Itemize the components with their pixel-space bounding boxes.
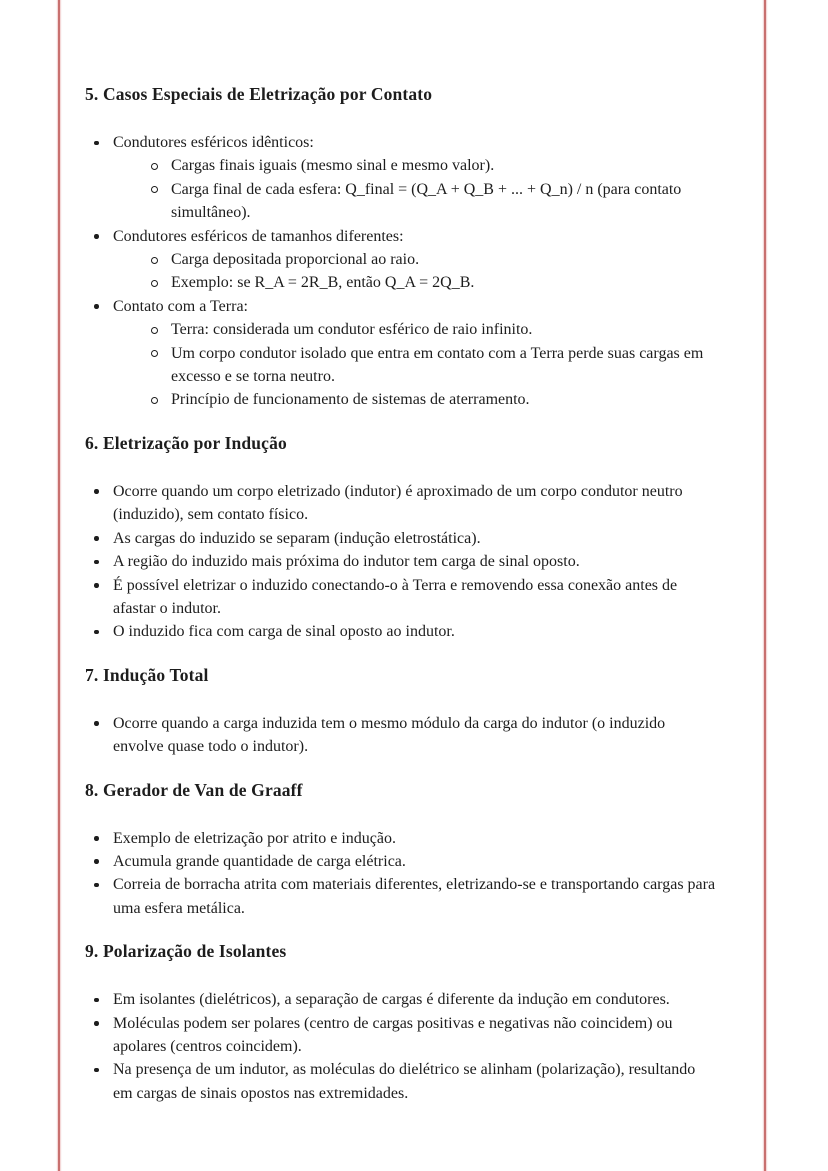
document-content [85,84,717,1105]
list-item-text: Contato com a Terra: [113,297,248,315]
left-border-line [58,0,60,1171]
list-item [85,988,717,1011]
list-item [85,620,717,643]
circle-bullet-icon [151,163,158,170]
section [85,665,717,759]
circle-bullet-icon [151,397,158,404]
sub-bullet-list [113,318,717,412]
bullet-icon [94,234,99,239]
list-item [85,1012,717,1059]
sub-list-item-text: Carga final de cada esfera: Q_final = (Q_A + Q_B + ... + Q_n) / n (para contato simultâneo). [171,180,682,222]
sub-list-item-text: Exemplo: se R_A = 2R_B, então Q_A = 2Q_B. [171,274,475,292]
bullet-icon [94,560,99,565]
list-item [85,527,717,550]
bullet-icon [94,141,99,146]
list-item-text: Acumula grande quantidade de carga elétrica. [113,852,406,870]
list-item [85,550,717,573]
list-item [85,295,717,412]
bullet-list [85,988,717,1105]
list-item [85,1058,717,1105]
list-item-text: Moléculas podem ser polares (centro de cargas positivas e negativas não coincidem) ou apolares (centros coincidem). [113,1014,673,1055]
sub-list-item [143,342,717,389]
bullet-list [85,131,717,412]
section-heading: 6. Eletrização por Indução [85,432,287,453]
right-border-line [764,0,766,1171]
list-item-text: Em isolantes (dielétricos), a separação de cargas é diferente da indução em condutores. [113,991,670,1009]
circle-bullet-icon [151,350,158,357]
list-item-text: Na presença de um indutor, as moléculas do dielétrico se alinham (polarização), resultando em cargas de sinais opostos nas extremidades. [113,1061,696,1102]
bullet-list [85,712,717,759]
section [85,941,717,1105]
sub-list-item-text: Carga depositada proporcional ao raio. [171,251,420,269]
circle-bullet-icon [151,257,158,264]
bullet-icon [94,536,99,541]
bullet-icon [94,721,99,726]
list-item [85,850,717,873]
circle-bullet-icon [151,280,158,287]
list-item-text: As cargas do induzido se separam (indução eletrostática). [113,529,481,547]
bullet-icon [94,859,99,864]
section [85,780,717,921]
list-item-text: A região do induzido mais próxima do indutor tem carga de sinal oposto. [113,553,580,571]
sub-bullet-list [113,248,717,295]
list-item-text: Condutores esféricos idênticos: [113,134,314,151]
sub-list-item [143,388,717,411]
bullet-icon [94,998,99,1003]
list-item [85,873,717,920]
circle-bullet-icon [151,186,158,193]
sub-list-item [143,178,717,225]
list-item [85,827,717,850]
list-item-text: Exemplo de eletrização por atrito e indução. [113,829,396,847]
sub-list-item-text: Cargas finais iguais (mesmo sinal e mesmo valor). [171,157,495,175]
section-heading: 7. Indução Total [85,664,209,685]
sub-list-item-text: Um corpo condutor isolado que entra em contato com a Terra perde suas cargas em excesso e se torna neutro. [171,344,704,386]
bullet-list [85,480,717,644]
section-heading: 9. Polarização de Isolantes [85,941,287,962]
sub-list-item [143,154,717,177]
list-item [85,574,717,621]
sub-list-item [143,271,717,294]
bullet-icon [94,489,99,494]
bullet-icon [94,1068,99,1073]
circle-bullet-icon [151,327,158,334]
section-heading: 5. Casos Especiais de Eletrização por Contato [85,84,433,104]
list-item-text: Ocorre quando um corpo eletrizado (indutor) é aproximado de um corpo condutor neutro (induzido), sem contato físico. [113,482,683,524]
sub-list-item [143,248,717,271]
sub-list-item-text: Terra: considerada um condutor esférico de raio infinito. [171,321,533,339]
bullet-icon [94,1021,99,1026]
bullet-icon [94,583,99,588]
list-item [85,712,717,759]
sub-bullet-list [113,154,717,224]
list-item [85,480,717,527]
section-heading: 8. Gerador de Van de Graaff [85,779,303,800]
list-item-text: Correia de borracha atrita com materiais diferentes, eletrizando-se e transportando cargas para uma esfera metálica. [113,876,716,917]
bullet-icon [94,836,99,841]
list-item [85,131,717,225]
bullet-icon [94,630,99,635]
section [85,84,717,412]
list-item-text: O induzido fica com carga de sinal oposto ao indutor. [113,623,455,641]
list-item-text: Condutores esféricos de tamanhos diferentes: [113,227,404,245]
sub-list-item-text: Princípio de funcionamento de sistemas de aterramento. [171,391,530,409]
list-item-text: Ocorre quando a carga induzida tem o mesmo módulo da carga do indutor (o induzido envolve quase todo o indutor). [113,714,666,756]
list-item [85,225,717,295]
sub-list-item [143,318,717,341]
list-item-text: É possível eletrizar o induzido conectando-o à Terra e removendo essa conexão antes de afastar o indutor. [113,576,678,617]
bullet-icon [94,304,99,309]
section [85,433,717,644]
bullet-icon [94,883,99,888]
bullet-list [85,827,717,921]
